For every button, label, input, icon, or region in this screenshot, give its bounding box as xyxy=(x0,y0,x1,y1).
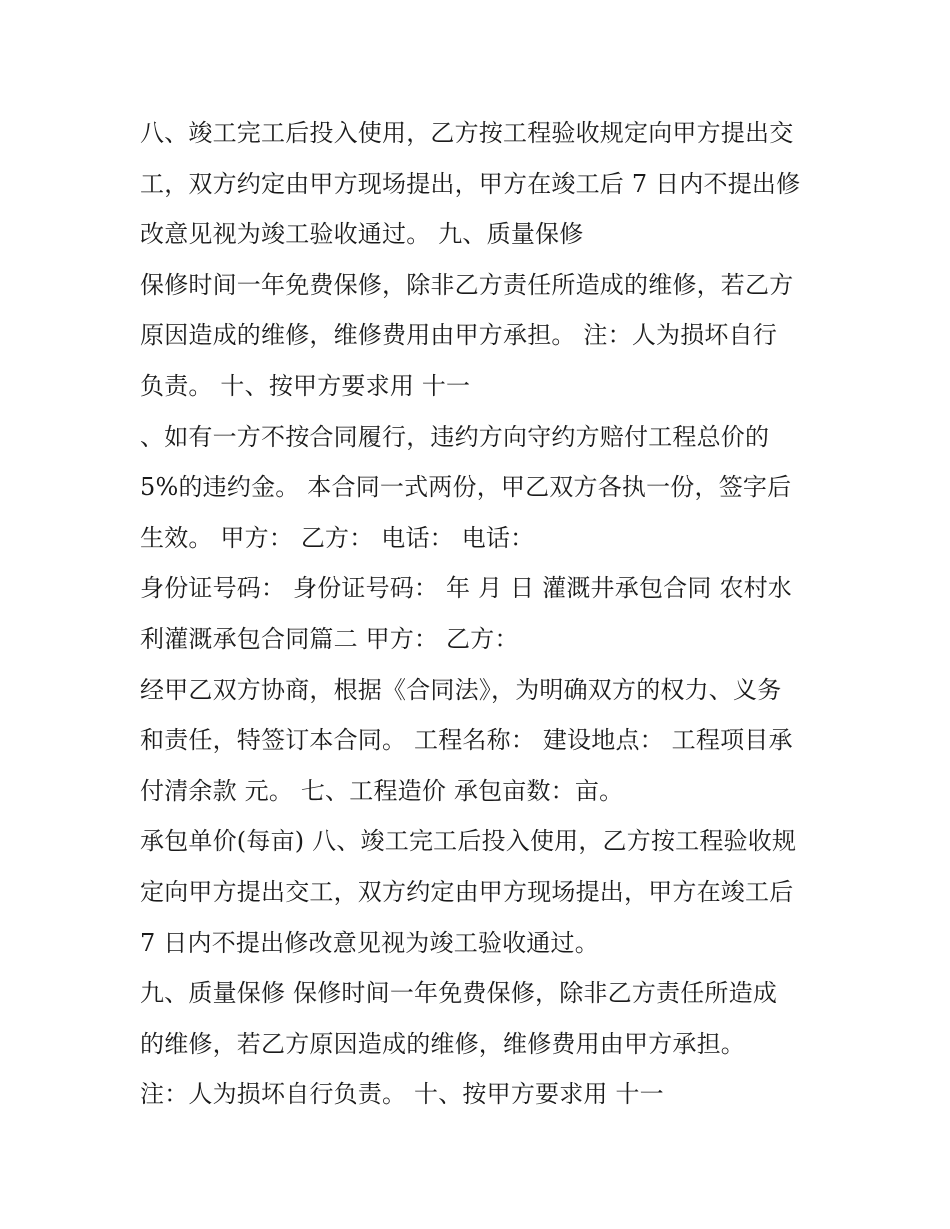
text-line: 工，双方约定由甲方现场提出，甲方在竣工后 7 日内不提出修 xyxy=(140,169,801,198)
document-body xyxy=(140,108,840,1120)
text-line: 的维修，若乙方原因造成的维修，维修费用由甲方承担。 xyxy=(140,1029,745,1058)
text-line: 九、质量保修 保修时间一年免费保修，除非乙方责任所造成 xyxy=(140,979,778,1008)
text-line: 定向甲方提出交工，双方约定由甲方现场提出，甲方在竣工后 xyxy=(140,877,794,906)
text-line: 八、竣工完工后投入使用，乙方按工程验收规定向甲方提出交 xyxy=(140,119,794,147)
text-line: 身份证号码： 身份证号码： 年 月 日 灌溉井承包合同 农村水 xyxy=(140,574,792,603)
text-line: 生效。 甲方： 乙方： 电话： 电话： xyxy=(140,523,535,552)
text-line: 7 日内不提出修改意见视为竣工验收通过。 xyxy=(140,928,599,957)
text-line: 经甲乙双方协商，根据《合同法》，为明确双方的权力、义务 xyxy=(140,675,782,704)
text-line: 保修时间一年免费保修，除非乙方责任所造成的维修，若乙方 xyxy=(140,270,794,299)
text-line: 5%的违约金。 本合同一式两份，甲乙双方各执一份，签字后 xyxy=(140,473,792,502)
text-line: 注：人为损坏自行负责。 十、按甲方要求用 十一 xyxy=(140,1080,664,1109)
text-line: 利灌溉承包合同篇二 甲方： 乙方： xyxy=(140,624,519,653)
text-line: 负责。 十、按甲方要求用 十一 xyxy=(140,371,471,400)
text-line: 承包单价(每亩) 八、竣工完工后投入使用，乙方按工程验收规 xyxy=(140,827,797,856)
text-line: 付清余款 元。 七、工程造价 承包亩数：亩。 xyxy=(140,776,624,805)
text-line: 改意见视为竣工验收通过。 九、质量保修 xyxy=(140,220,584,249)
text-line: 和责任，特签订本合同。 工程名称： 建设地点： 工程项目承 xyxy=(140,726,793,755)
text-line: 、如有一方不按合同履行，违约方向守约方赔付工程总价的 xyxy=(140,422,770,451)
text-line: 原因造成的维修，维修费用由甲方承担。 注：人为损坏自行 xyxy=(140,321,778,350)
